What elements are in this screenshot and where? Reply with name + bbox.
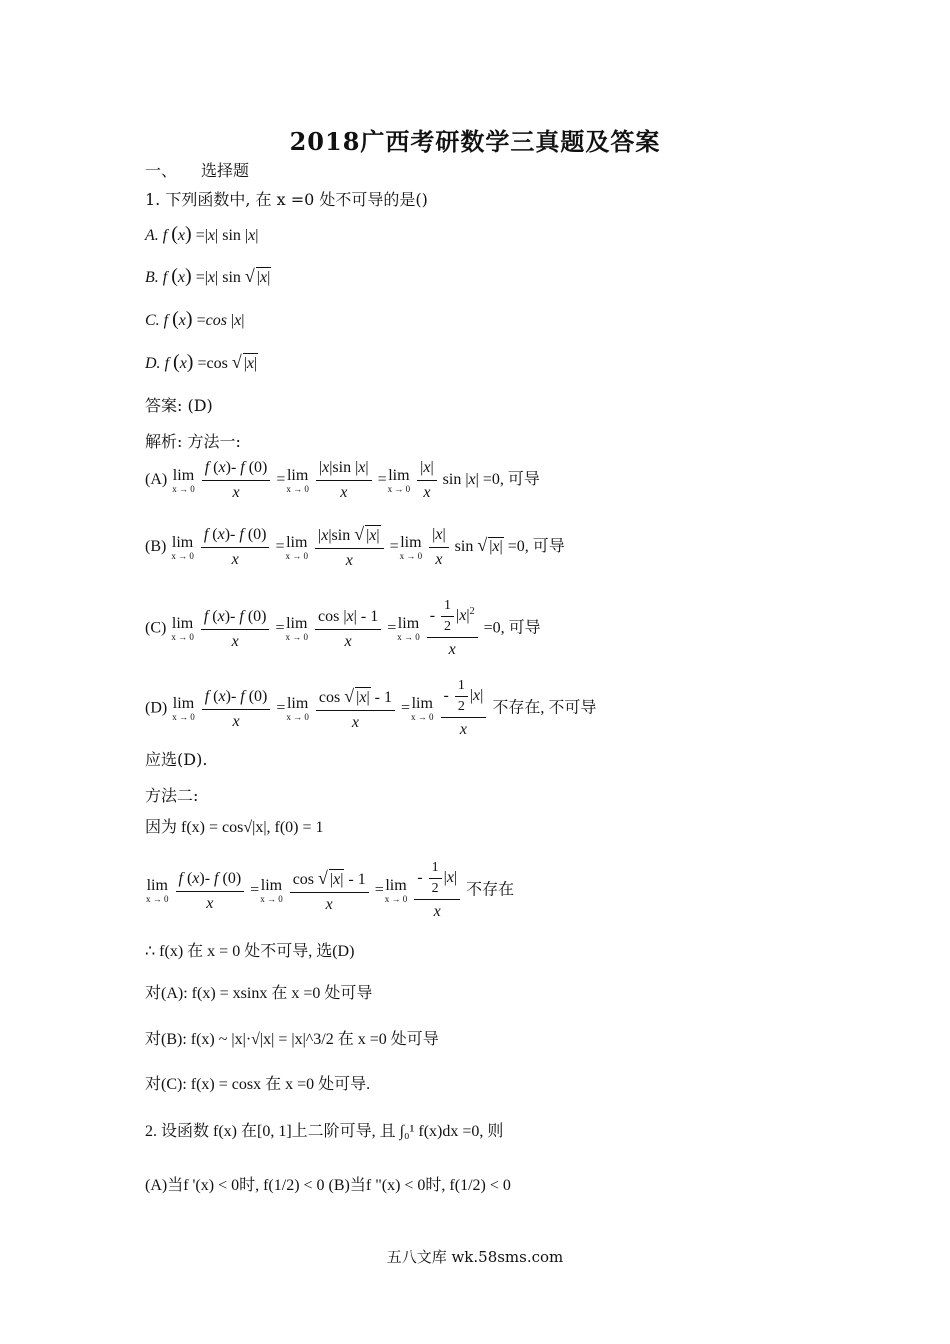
- question-2-options: (A)当f '(x) < 0时, f(1/2) < 0 (B)当f "(x) < 0时, f(1/2) < 0: [145, 1177, 511, 1194]
- page-title: 2018广西考研数学三真题及答案: [289, 127, 661, 156]
- footer-watermark: 五八文库 wk.58sms.com: [386, 1248, 564, 1266]
- case-label: (A): [145, 471, 168, 489]
- q1-because: 因为 f(x) = cos√|x|, f(0) = 1: [145, 819, 324, 836]
- q1-method-2: 方法二:: [145, 786, 199, 805]
- q1-answer: 答案: (D): [145, 396, 213, 415]
- q1-therefore: ∴ f(x) 在 x = 0 处不可导, 选(D): [145, 943, 355, 960]
- q1-option-b: B. f (x) =|x| sin √ |x|: [145, 265, 271, 287]
- case-label: (B): [145, 538, 167, 556]
- method-2-limit: lim x → 0 $\frac{f (x)- f (0)}{x}$ =lim x → 0 $\frac{\cos √ |x| - 1}{x}$ =lim x → 0 - $\frac{1}{2}$ |x| x 不存在: [146, 860, 515, 920]
- q1-choose: 应选(D).: [145, 750, 208, 769]
- section-heading: 一、 选择题: [145, 161, 250, 180]
- q1-analysis-heading: 解析: 方法一:: [145, 432, 241, 451]
- q1-option-c: C. f (x) =cos |x|: [145, 308, 245, 330]
- question-2-stem: 2. 设函数 f(x) 在[0, 1]上二阶可导, 且 ∫₀¹ f(x)dx =0, 则: [145, 1123, 504, 1140]
- case-label: (C): [145, 619, 167, 637]
- case-a-equation: (A) lim x → 0 $\frac{f (x)- f (0)}{x}$ =lim x → 0 $\frac{|x|\sin |x|}{x}$ =lim x → 0 $\frac{|x|}{x}$ sin |x| =0, 可导: [145, 459, 540, 501]
- case-label: (D): [145, 699, 168, 717]
- case-c-equation: (C) lim x → 0 $\frac{f (x)- f (0)}{x}$ =lim x → 0 $\frac{\cos |x| - 1}{x}$ =lim x → 0 - $\frac{1}{2}$ $|x|^2$ x =0, 可导: [145, 598, 541, 658]
- case-d-equation: (D) lim x → 0 $\frac{f (x)- f (0)}{x}$ =lim x → 0 $\frac{\cos √ |x| - 1}{x}$ =lim x → 0 - $\frac{1}{2}$ |x| x 不存在, 不可导: [145, 678, 597, 738]
- q1-check-c: 对(C): f(x) = cosx 在 x =0 处可导.: [145, 1076, 371, 1093]
- q1-check-a: 对(A): f(x) = xsinx 在 x =0 处可导: [145, 985, 373, 1002]
- case-b-equation: (B) lim x → 0 $\frac{f (x)- f (0)}{x}$ =lim x → 0 $\frac{|x|\sin √ |x|}{x}$ =lim x → 0 $\frac{|x|}{x}$ sin √ |x| =0, 可导: [145, 524, 565, 569]
- q1-check-b: 对(B): f(x) ~ |x|·√|x| = |x|^3/2 在 x =0 处可导: [145, 1031, 439, 1048]
- q1-option-a: A. f (x) =|x| sin |x|: [145, 223, 259, 245]
- q1-option-d: D. f (x) =cos √ |x|: [145, 351, 258, 373]
- q1-stem-text: 1. 下列函数中, 在 x =0 处不可导的是(): [145, 190, 428, 209]
- question-1-stem: [145, 190, 428, 210]
